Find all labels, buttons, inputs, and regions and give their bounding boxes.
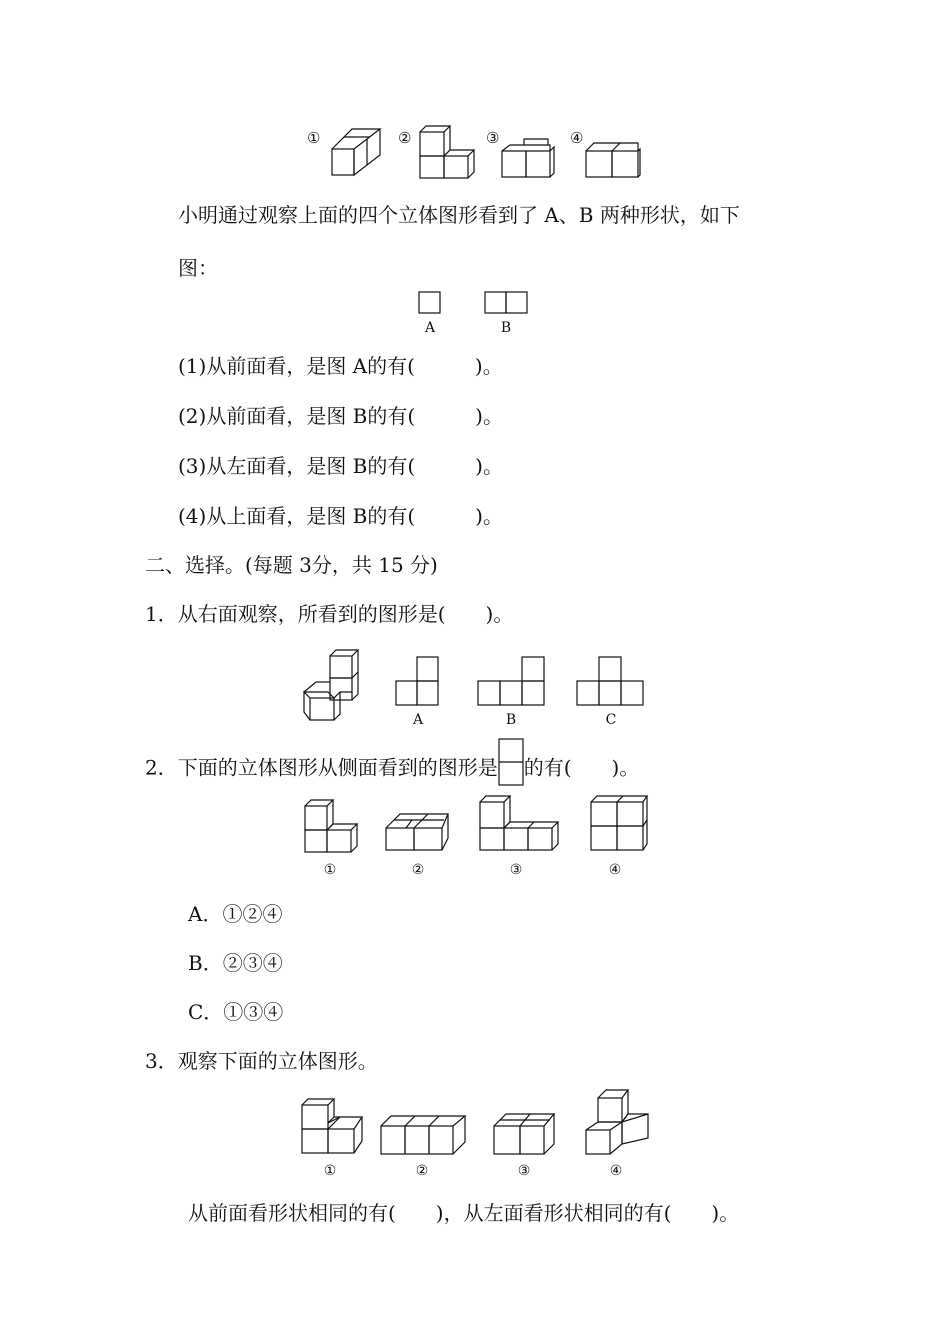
- section-2-heading: 二、选择。(每题 3分，共 15 分): [145, 553, 438, 577]
- q2-option-c[interactable]: C．①③④: [188, 1000, 284, 1024]
- top-figure-2: [418, 122, 478, 182]
- q3-figure-3: [492, 1110, 558, 1158]
- q2-figure-2: [384, 808, 450, 854]
- q2-figure-3-label: ③: [509, 862, 523, 878]
- q2-text: [145, 752, 639, 786]
- q1-text: 1．从右面观察，所看到的图形是( )。: [145, 602, 514, 626]
- q2-option-a[interactable]: A．①②④: [188, 902, 283, 926]
- q3-figure-1: [300, 1097, 366, 1157]
- q2-figure-3: [478, 794, 560, 854]
- question-1-2: (2)从前面看，是图 B的有( )。: [178, 404, 503, 428]
- q3-figure-2: [379, 1112, 469, 1158]
- q2-text-after: 的有( )。: [523, 755, 640, 780]
- shape-a: [418, 291, 442, 315]
- q2-figure-1: [303, 798, 359, 856]
- q2-figure-4-label: ④: [608, 862, 622, 878]
- q1-option-b-shape: [476, 655, 548, 707]
- q1-option-b-label: B: [505, 712, 517, 728]
- q3-figure-1-label: ①: [323, 1163, 337, 1179]
- question-1-4: (4)从上面看，是图 B的有( )。: [178, 504, 503, 528]
- q3-figure-2-label: ②: [415, 1163, 429, 1179]
- q1-option-c-shape: [575, 655, 647, 707]
- q2-option-b[interactable]: B．②③④: [188, 951, 283, 975]
- q2-text-before: 2．下面的立体图形从侧面看到的图形是: [145, 755, 498, 780]
- figure-label: ②: [398, 129, 412, 147]
- q3-figure-3-label: ③: [517, 1163, 531, 1179]
- q3-figure-4-label: ④: [609, 1163, 623, 1179]
- question-1-3: (3)从左面看，是图 B的有( )。: [178, 454, 503, 478]
- figure-label: ④: [570, 129, 584, 147]
- q2-figure-2-label: ②: [411, 862, 425, 878]
- top-figure-3: [500, 137, 556, 181]
- top-figure-4: [584, 137, 644, 181]
- q3-figure-4: [584, 1088, 652, 1158]
- q3-question: 从前面看形状相同的有( )，从左面看形状相同的有( )。: [188, 1201, 740, 1225]
- top-figure-1: [330, 125, 385, 180]
- q3-text: 3．观察下面的立体图形。: [145, 1049, 378, 1073]
- q1-option-a-shape: [394, 655, 442, 707]
- q1-option-c-label: C: [605, 712, 617, 728]
- shape-a-label: A: [424, 320, 436, 336]
- shape-b-label: B: [500, 320, 512, 336]
- q2-inline-shape: [498, 738, 524, 786]
- q2-figure-4: [589, 794, 649, 856]
- shape-b: [484, 291, 530, 315]
- q2-figure-1-label: ①: [323, 862, 337, 878]
- figure-label: ③: [486, 129, 500, 147]
- q1-option-a-label: A: [412, 712, 424, 728]
- q1-solid-figure: [302, 648, 364, 724]
- intro-line-2: 图：: [178, 256, 218, 280]
- question-1-1: (1)从前面看，是图 A的有( )。: [178, 354, 503, 378]
- figure-label: ①: [307, 129, 321, 147]
- intro-line-1: 小明通过观察上面的四个立体图形看到了 A、B 两种形状，如下: [178, 203, 740, 227]
